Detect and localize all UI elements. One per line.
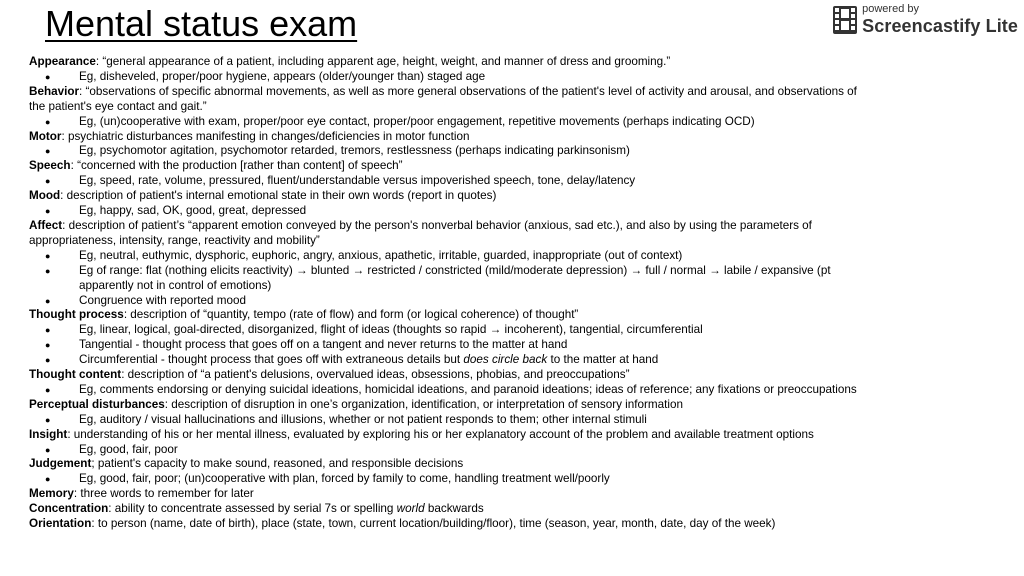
section-judgement [29,457,874,472]
list-item: ● Eg, neutral, euthymic, dysphoric, euphoric, angry, anxious, apathetic, irritable, guarded, inappropriate (out of context) [45,248,683,262]
term-memory: Memory [29,487,74,501]
bullet-dot: ● [45,355,51,366]
def-perceptual-disturbances: : description of disruption in one’s organization, identification, or interpretation of sensory information [164,397,683,411]
section-perceptual-disturbances [29,398,874,413]
bullet-dot: ● [45,340,51,351]
bullet-dot: ● [45,146,51,157]
section-orientation [29,517,874,532]
term-affect: Affect [29,218,63,232]
term-insight: Insight [29,427,68,441]
section-concentration: Concentration: ability to concentrate assessed by serial 7s or spelling world backwards [29,502,484,516]
list-item: ● Circumferential - thought process that goes off with extraneous details but does circle back to the matter at hand [45,353,659,367]
bullet-dot: ● [45,250,51,261]
term-motor: Motor [29,129,62,143]
section-affect [29,219,874,249]
exam-content [29,55,874,532]
list-item: ● Eg, good, fair, poor [45,442,178,456]
def-thought-content: : description of “a patient's delusions, overvalued ideas, obsessions, phobias, and preoccupations” [121,368,630,382]
def-memory: : three words to remember for later [73,487,254,501]
def-affect: : description of patient’s “apparent emotion conveyed by the person's nonverbal behavior (anxious, sad etc.), and also by using the parameters of appropriateness, intensity, range, reactivity and mobility” [29,218,812,247]
list-item: ● Eg, linear, logical, goal-directed, disorganized, flight of ideas (thoughts so rapid → incoherent), tangential, circumferential [45,323,703,337]
list-item: ● Eg, auditory / visual hallucinations and illusions, whether or not patient responds to them; other internal stimuli [45,412,647,426]
def-insight: : understanding of his or her mental illness, evaluated by exploring his or her explanatory account of the problem and available treatment options [67,427,814,441]
bullet-dot: ● [45,384,51,395]
list-item: ● Eg, psychomotor agitation, psychomotor retarded, tremors, restlessness (perhaps indicating parkinsonism) [45,144,630,158]
section-speech [29,159,874,174]
section-appearance [29,55,874,70]
term-speech: Speech [29,159,71,173]
page-title: Mental status exam [45,3,358,44]
bullet-dot: ● [45,116,51,127]
def-motor: : psychiatric disturbances manifesting in changes/deficiencies in motor function [61,129,470,143]
screencastify-badge [833,4,1018,35]
list-item: ● Eg, speed, rate, volume, pressured, fluent/understandable versus impoverished speech, tone, delay/latency [45,174,636,188]
bullet-dot: ● [45,414,51,425]
bullet-dot: ● [45,444,51,455]
def-mood: : description of patient's internal emotional state in their own words (report in quotes) [60,189,497,203]
def-speech: : “concerned with the production [rather than content] of speech” [70,159,403,173]
def-behavior: : “observations of specific abnormal movements, as well as more general observations of the patient's level of activity and arousal, and observations of the patient's eye contact and gait.” [29,84,857,113]
list-item: ● Eg, disheveled, proper/poor hygiene, appears (older/younger than) staged age [45,69,486,83]
def-judgement: ; patient's capacity to make sound, reasoned, and responsible decisions [91,457,464,471]
section-mood [29,189,874,204]
section-insight [29,428,874,443]
term-concentration: Concentration [29,502,109,516]
section-motor [29,130,874,145]
term-appearance: Appearance [29,55,96,68]
list-item: ● Congruence with reported mood [45,293,246,307]
section-thought-process [29,308,874,323]
bullet-dot: ● [45,295,51,306]
term-mood: Mood [29,189,61,203]
list-item: ● Eg, (un)cooperative with exam, proper/poor eye contact, proper/poor engagement, repetitive movements (perhaps indicating OCD) [45,114,755,128]
badge-brand: Screencastify Lite [862,16,1018,36]
list-item: ● Eg, happy, sad, OK, good, great, depressed [45,204,307,218]
bullet-dot: ● [45,265,51,276]
bullet-dot: ● [45,325,51,336]
bullet-dot: ● [45,71,51,82]
list-item: ● Eg of range: flat (nothing elicits reactivity) → blunted → restricted / constricted (mild/moderate depression) → full / normal → labile / expansive (pt apparently not in control of emotions) [45,263,831,292]
list-item: ● Tangential - thought process that goes off on a tangent and never returns to the matter at hand [45,338,568,352]
film-strip-icon [833,6,857,34]
section-thought-content [29,368,874,383]
badge-powered-by: powered by [862,3,919,15]
bullet-dot: ● [45,176,51,187]
def-appearance: : “general appearance of a patient, including apparent age, height, weight, and manner of dress and grooming.” [95,55,671,68]
term-thought-content: Thought content [29,368,122,382]
term-behavior: Behavior [29,84,80,98]
term-orientation: Orientation [29,517,92,531]
def-thought-process: : description of “quantity, tempo (rate of flow) and form (or logical coherence) of thought” [123,308,579,322]
section-memory [29,487,874,502]
section-behavior [29,85,874,115]
term-thought-process: Thought process [29,308,124,322]
list-item: ● Eg, good, fair, poor; (un)cooperative with plan, forced by family to come, handling treatment well/poorly [45,472,610,486]
term-perceptual-disturbances: Perceptual disturbances [29,397,165,411]
bullet-dot: ● [45,206,51,217]
def-orientation: : to person (name, date of birth), place (state, town, current location/building/floor), time (season, year, month, date, day of the week) [91,517,776,531]
term-judgement: Judgement [29,457,92,471]
list-item: ● Eg, comments endorsing or denying suicidal ideations, homicidal ideations, and paranoid ideations; ideas of reference; any fixations or preoccupations [45,382,857,396]
bullet-dot: ● [45,474,51,485]
